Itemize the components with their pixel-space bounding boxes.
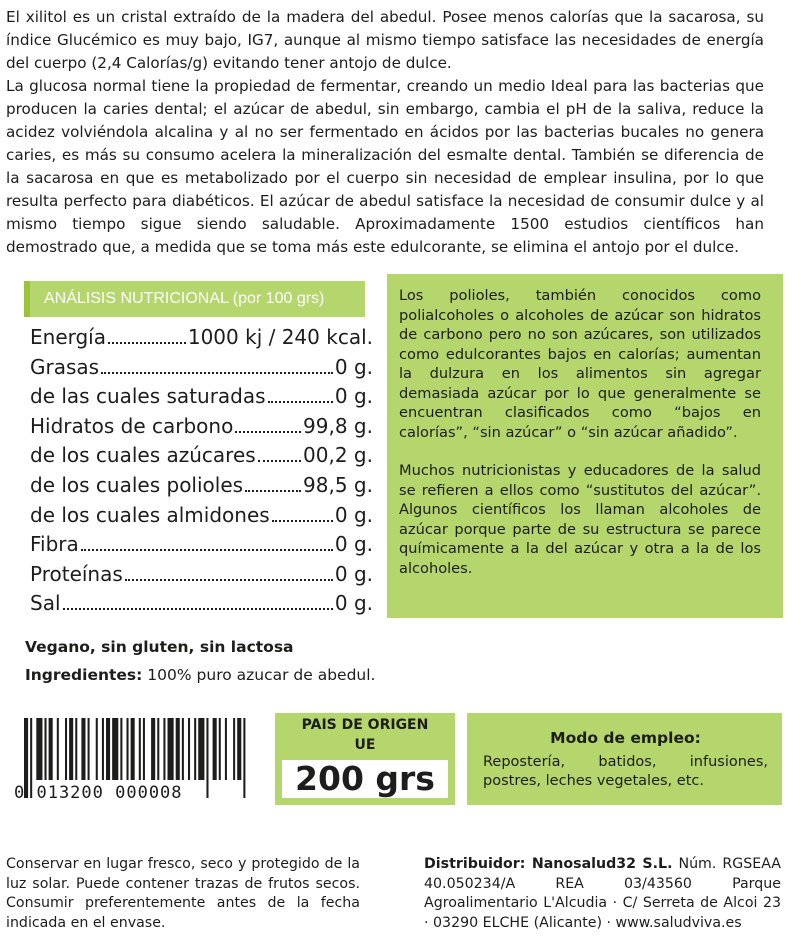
distributor-label: Distribuidor: Nanosalud32 S.L. (424, 856, 673, 872)
nutrition-value: 0 g. (334, 591, 373, 616)
dot-leader (235, 431, 301, 433)
barcode-bar (112, 718, 118, 780)
barcode-bar (139, 718, 141, 780)
nutrition-row (30, 414, 373, 444)
barcode-bar (88, 718, 90, 780)
barcode-bar (168, 718, 174, 780)
barcode-bar (233, 718, 235, 780)
nutrition-label: de los cuales almidones (30, 502, 270, 527)
origin-box (275, 713, 455, 805)
barcode-bar (120, 718, 122, 780)
barcode-bar (131, 718, 135, 780)
barcode-bar (143, 718, 145, 780)
barcode-bar (188, 718, 190, 780)
barcode-bar (225, 718, 227, 780)
barcode-bar (176, 718, 180, 780)
barcode-bar (151, 718, 155, 780)
nutrition-row (30, 503, 373, 533)
ingredients-label: Ingredientes: (25, 666, 143, 684)
barcode-bar (96, 718, 98, 780)
nutrition-label: Fibra (30, 532, 79, 557)
barcode-bar (213, 718, 217, 780)
nutrition-row (30, 591, 373, 621)
nutrition-value: 0 g. (334, 532, 373, 557)
nutrition-value: 1000 kj / 240 kcal. (187, 325, 373, 349)
origin-label: PAIS DE ORIGEN (301, 717, 429, 733)
dot-leader (81, 549, 333, 551)
barcode-bar (198, 718, 204, 780)
polyols-paragraph-2: Muchos nutricionistas y educadores de la salud se refieren a ellos como “sustitutos del azúcar”. Algunos científicos los llaman alcoholes de azúcar porque parte de su estructura se parece químicamente a la del azúcar y otra a la de los alcoholes. (399, 462, 761, 577)
nutrition-row (30, 443, 373, 473)
usage-title: Modo de empleo: (550, 729, 701, 747)
dot-leader (101, 372, 333, 374)
usage-text: Repostería, batidos, infusiones, postres, leches vegetales, etc. (483, 754, 768, 789)
barcode-bar (102, 718, 104, 780)
intro-paragraph-1: El xilitol es un cristal extraído de la madera del abedul. Posee menos calorías que la sacarosa, su índice Glucémico es muy bajo, IG7, aunque al mismo tiempo satisface las necesidades de energía del cuerpo (2,4 Calorías/g) evitando tener antojo de dulce. (6, 8, 764, 72)
barcode-bar (219, 718, 221, 780)
nutrition-label: Hidratos de carbono (30, 413, 234, 438)
nutrition-value: 0 g. (334, 502, 373, 527)
net-weight: 200 grs (282, 760, 448, 798)
nutrition-row (30, 325, 373, 355)
storage-text: Conservar en lugar fresco, seco y protegido de la luz solar. Puede contener trazas de frutos secos. Consumir preferentemente antes de la fecha indicada en el envase. (6, 856, 360, 931)
nutrition-row (30, 473, 373, 503)
distributor-details: Núm. RGSEAA 40.050234/A REA 03/43560 Parque Agroalimentario L'Alcudia · C/ Serreta de Alcoi 23 · 03290 ELCHE (Alicante) · www.saludviva.es (424, 856, 781, 931)
nutrition-label: Grasas (30, 354, 100, 379)
barcode-bar (81, 718, 85, 780)
nutrition-value: 98,5 g. (303, 472, 373, 497)
nutrition-table (30, 325, 373, 621)
barcode-bar (36, 718, 42, 780)
nutrition-title: ANÁLISIS NUTRICIONAL (por 100 grs) (30, 281, 365, 317)
dot-leader (63, 608, 333, 610)
nutrition-label: de los cuales polioles (30, 472, 244, 497)
barcode-digits: 0 013200 000008 (14, 783, 183, 803)
ingredients-line (25, 666, 375, 684)
nutrition-value: 99,8 g. (303, 413, 373, 438)
nutrition-value: 0 g. (334, 354, 373, 379)
polyols-paragraph-1: Los polioles, también conocidos como polialcoholes o alcoholes de azúcar son hidratos de carbono pero no son azúcares, son utilizados como edulcorantes bajos en calorías; aumentan la dulzura en los alimentos sin agregar demasiada azúcar por lo que generalmente se encuentran clasificados como “bajos en calorías”, “sin azúcar” o “sin azúcar añadido”. (399, 287, 761, 441)
polyols-info-box (387, 274, 783, 618)
barcode-bar (237, 718, 241, 780)
dot-leader (272, 520, 333, 522)
dot-leader (108, 342, 186, 344)
nutrition-row (30, 355, 373, 385)
nutrition-row (30, 384, 373, 414)
barcode-bar (75, 718, 77, 780)
origin-country: UE (354, 737, 376, 753)
barcode-bar (127, 718, 129, 780)
barcode-bar (45, 718, 47, 780)
barcode-bar (182, 718, 184, 780)
nutrition-label: de los cuales azúcares (30, 443, 256, 468)
nutrition-label: Energía (30, 325, 106, 349)
distributor-text (424, 855, 781, 933)
nutrition-value: 0 g. (334, 384, 373, 409)
intro-text (6, 6, 764, 259)
usage-box (467, 713, 782, 805)
barcode-bar (163, 718, 165, 780)
barcode-bar (65, 718, 67, 780)
barcode-bar (49, 718, 53, 780)
nutrition-row (30, 532, 373, 562)
nutrition-label: Proteínas (30, 561, 123, 586)
nutrition-label: de las cuales saturadas (30, 384, 266, 409)
nutrition-row (30, 562, 373, 592)
barcode-bar (157, 718, 159, 780)
barcode-bar (69, 718, 73, 780)
barcode-bar (106, 718, 110, 780)
nutrition-label: Sal (30, 591, 61, 616)
barcode-bar (194, 718, 196, 780)
ingredients-value: 100% puro azucar de abedul. (142, 666, 376, 684)
barcode-bar (57, 718, 59, 780)
diet-claims: Vegano, sin gluten, sin lactosa (25, 638, 294, 656)
dot-leader (258, 460, 301, 462)
dot-leader (245, 490, 301, 492)
dot-leader (125, 579, 333, 581)
dot-leader (268, 401, 333, 403)
nutrition-value: 00,2 g. (303, 443, 373, 468)
nutrition-value: 0 g. (334, 561, 373, 586)
intro-paragraph-2: La glucosa normal tiene la propiedad de fermentar, creando un medio Ideal para las bacterias que producen la caries dental; el azúcar de abedul, sin embargo, cambia el pH de la saliva, reduce la acidez volviéndola alcalina y al no ser fermentado en ácidos por las bacterias bucales no genera caries, es más su consumo acelera la mineralización del esmalte dental. También se diferencia de la sacarosa en que es metabolizado por el cuerpo sin necesidad de emplear insulina, por lo que resulta perfecto para diabéticos. El azúcar de abedul satisface la necesidad de consumir dulce y al mismo tiempo sigue siendo saludable. Aproximadamente 1500 estudios científicos han demostrado que, a medida que se toma más este edulcorante, se elimina el antojo por el dulce. (6, 77, 764, 256)
